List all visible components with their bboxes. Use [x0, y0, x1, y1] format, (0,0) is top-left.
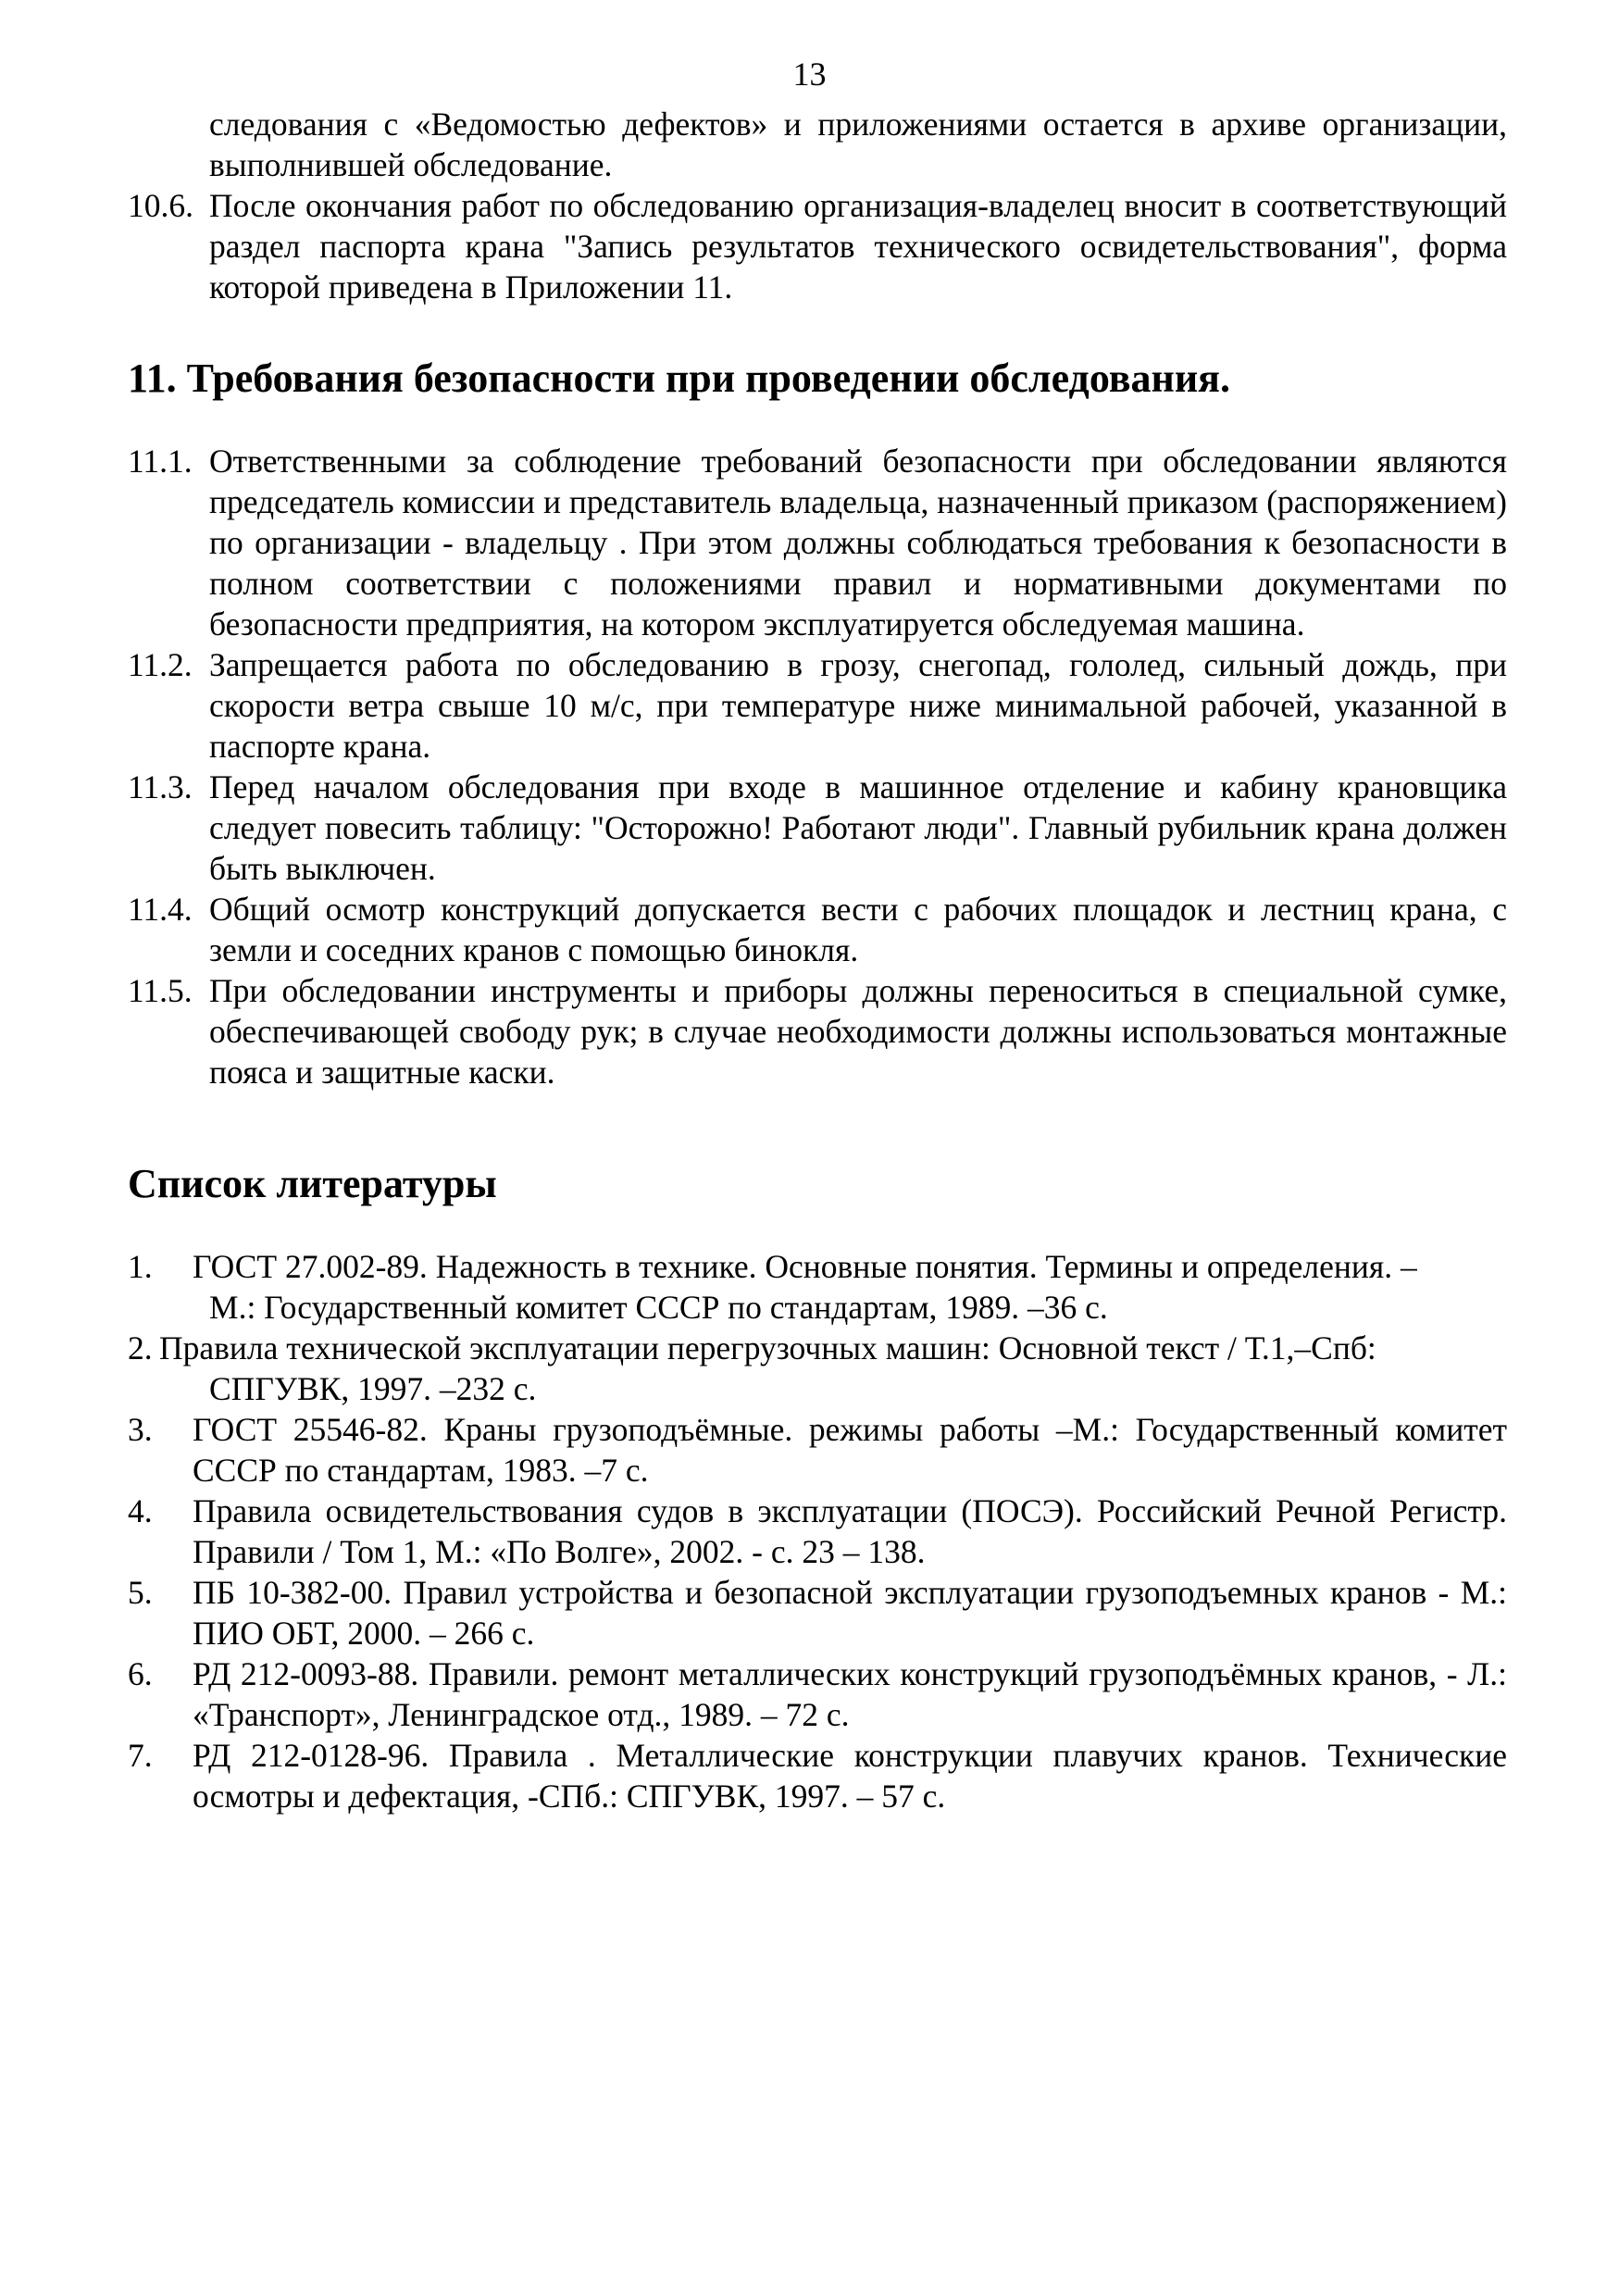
list-item-10-6: [128, 185, 1507, 307]
list-item-11-1: [128, 441, 1507, 644]
reference-item-1: [128, 1246, 1507, 1328]
reference-number: 4.: [128, 1492, 153, 1529]
section-heading-safety: 11. Требования безопасности при проведении обследования.: [128, 356, 1230, 401]
reference-item-7: [128, 1735, 1507, 1816]
continuation-paragraph: [128, 104, 1507, 185]
reference-text: РД 212-0128-96. Правила . Металлические конструкции плавучих кранов. Технические осмотры и дефектация, -СПб.: СПГУВК, 1997. – 57 с.: [193, 1737, 1507, 1815]
reference-text: Правила освидетельствования судов в эксплуатации (ПОСЭ). Российский Речной Регистр. Правили / Том 1, М.: «По Волге», 2002. - с. 23 – 138.: [193, 1492, 1507, 1570]
reference-number: 7.: [128, 1737, 153, 1774]
reference-item-6: [128, 1653, 1507, 1735]
reference-number: 3.: [128, 1411, 153, 1448]
item-text: Общий осмотр конструкций допускается вести с рабочих площадок и лестниц крана, с земли и соседних кранов с помощью бинокля.: [209, 891, 1507, 968]
item-number: 11.3.: [128, 768, 193, 805]
list-item-11-2: [128, 644, 1507, 767]
reference-item-4: [128, 1491, 1507, 1572]
item-number: 10.6.: [128, 187, 193, 224]
item-number: 11.1.: [128, 443, 193, 480]
reference-item-2: [128, 1328, 1507, 1409]
list-item-11-3: [128, 767, 1507, 889]
list-item-11-4: [128, 889, 1507, 970]
item-text: Запрещается работа по обследованию в грозу, снегопад, гололед, сильный дождь, при скорости ветра свыше 10 м/с, при температуре ниже минимальной рабочей, указанной в паспорте крана.: [209, 646, 1507, 765]
item-text: При обследовании инструменты и приборы должны переноситься в специальной сумке, обеспечивающей свободу рук; в случае необходимости должны использоваться монтажные пояса и защитные каски.: [209, 972, 1507, 1091]
reference-text-line2: СПГУВК, 1997. –232 с.: [209, 1370, 537, 1407]
item-text: После окончания работ по обследованию организация-владелец вносит в соответствующий раздел паспорта крана "Запись результатов технического освидетельствования", форма которой приведена в Приложении 11.: [209, 187, 1507, 306]
reference-text-line1: ГОСТ 27.002-89. Надежность в технике. Основные понятия. Термины и определения. –: [193, 1248, 1417, 1285]
reference-text: РД 212-0093-88. Правили. ремонт металлических конструкций грузоподъёмных кранов, - Л.: «Транспорт», Ленинградское отд., 1989. – 72 с.: [193, 1655, 1507, 1733]
reference-number: 2.: [128, 1329, 153, 1366]
item-number: 11.4.: [128, 891, 193, 928]
reference-text: ГОСТ 25546-82. Краны грузоподъёмные. режимы работы –М.: Государственный комитет СССР по стандартам, 1983. –7 с.: [193, 1411, 1507, 1489]
reference-number: 5.: [128, 1574, 153, 1611]
item-number: 11.2.: [128, 646, 193, 683]
item-text: Ответственными за соблюдение требований безопасности при обследовании являются председатель комиссии и представитель владельца, назначенный приказом (распоряжением) по организации - владельцу . При этом должны соблюдаться требования к безопасности в полном соответствии с положениями правил и нормативными документами по безопасности предприятия, на котором эксплуатируется обследуемая машина.: [209, 443, 1507, 643]
page-number: 13: [792, 56, 827, 93]
item-number: 11.5.: [128, 972, 193, 1009]
reference-item-5: [128, 1572, 1507, 1653]
reference-number: 6.: [128, 1655, 153, 1692]
references-heading: Список литературы: [128, 1161, 497, 1206]
item-text: Перед началом обследования при входе в машинное отделение и кабину крановщика следует повесить таблицу: "Осторожно! Работают люди". Главный рубильник крана должен быть выключен.: [209, 768, 1507, 887]
list-item-11-5: [128, 970, 1507, 1092]
continuation-text: следования с «Ведомостью дефектов» и приложениями остается в архиве организации, выполнившей обследование.: [209, 106, 1507, 183]
reference-text-line2: М.: Государственный комитет СССР по стандартам, 1989. –36 с.: [209, 1289, 1108, 1326]
reference-text-line1: Правила технической эксплуатации перегрузочных машин: Основной текст / Т.1,–Спб:: [159, 1329, 1376, 1366]
reference-number: 1.: [128, 1248, 153, 1285]
reference-text: ПБ 10-382-00. Правил устройства и безопасной эксплуатации грузоподъемных кранов - М.: ПИО ОБТ, 2000. – 266 с.: [193, 1574, 1507, 1652]
reference-item-3: [128, 1409, 1507, 1491]
